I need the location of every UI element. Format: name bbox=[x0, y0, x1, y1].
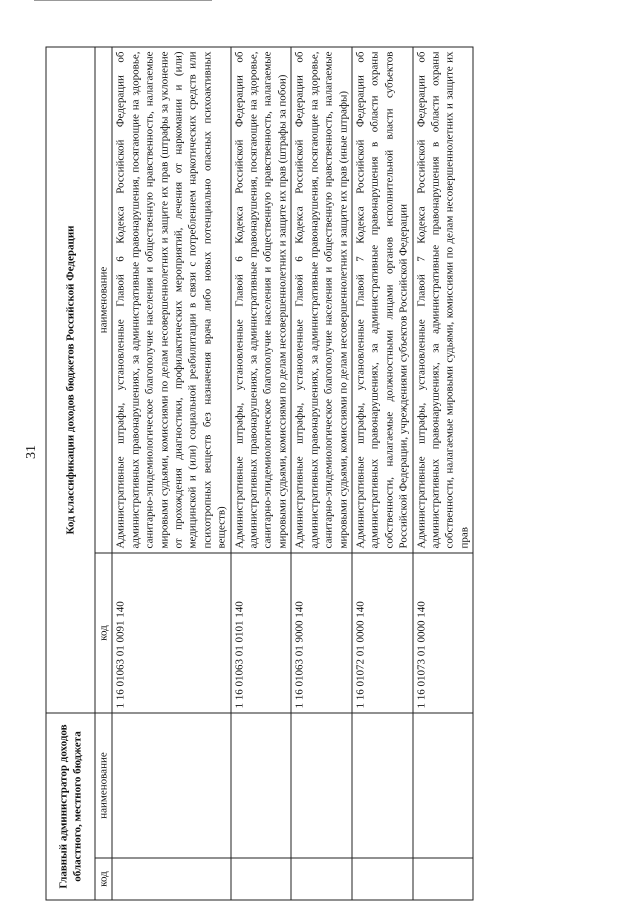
top-rule bbox=[34, 0, 212, 1]
row-admin-name bbox=[231, 713, 292, 858]
rotated-page bbox=[46, 48, 614, 901]
row-name: Административные штрафы, установленные Главой 7 Кодекса Российской Федерации об административных правонарушениях, за административные правонарушения в области охраны собственности, налагаемые мировыми судьями, комиссиями по делам несовершеннолетних и защите их прав bbox=[413, 47, 474, 553]
row-name: Административные штрафы, установленные Главой 6 Кодекса Российской Федерации об административных правонарушениях, за административные правонарушения, посягающие на здоровье, санитарно-эпидемиологическое благополучие населения и общественную нравственность, налагаемые мировыми судьями, комиссиями по делам несовершеннолетних и защите их прав (иные штрафы) bbox=[291, 47, 352, 553]
header-admin-code: код bbox=[95, 858, 112, 900]
row-name: Административные штрафы, установленные Главой 6 Кодекса Российской Федерации об административных правонарушениях, за административные правонарушения, посягающие на здоровье, санитарно-эпидемиологическое благополучие населения и общественную нравственность, налагаемые мировыми судьями, комиссиями по делам несовершеннолетних и защите их прав (штрафы за побои) bbox=[231, 47, 292, 553]
row-code: 1 16 01072 01 0000 140 bbox=[352, 553, 413, 713]
header-classification-code: код bbox=[95, 553, 112, 713]
row-code: 1 16 01073 01 0000 140 bbox=[413, 553, 474, 713]
table-row bbox=[413, 47, 474, 900]
header-row-groups bbox=[46, 47, 95, 900]
row-admin-code bbox=[291, 858, 352, 900]
table-row bbox=[112, 47, 230, 900]
row-admin-name bbox=[413, 713, 474, 858]
row-name: Административные штрафы, установленные Главой 7 Кодекса Российской Федерации об административных правонарушениях, за административные правонарушения в области охраны собственности, налагаемые должностными лицами органов исполнительной власти субъектов Российской Федерации, учреждениями субъектов Российской Федерации bbox=[352, 47, 413, 553]
table-row bbox=[352, 47, 413, 900]
row-name: Административные штрафы, установленные Главой 6 Кодекса Российской Федерации об административных правонарушениях, за административные правонарушения, посягающие на здоровье, санитарно-эпидемиологическое благополучие населения и общественную нравственность, налагаемые мировыми судьями, комиссиями по делам несовершеннолетних и защите их прав (штрафы за уклонение от прохождения диагностики, профилактических мероприятий, лечения от наркомании и (или) медицинской и (или) социальной реабилитации в связи с потреблением наркотических средств или психотропных веществ без назначения врача либо новых потенциально опасных психоактивных веществ) bbox=[112, 47, 230, 553]
revenue-classification-table bbox=[46, 47, 474, 901]
row-admin-code bbox=[413, 858, 474, 900]
row-admin-code bbox=[352, 858, 413, 900]
table-row bbox=[291, 47, 352, 900]
row-code: 1 16 01063 01 9000 140 bbox=[291, 553, 352, 713]
header-classification-name: наименование bbox=[95, 47, 112, 553]
row-admin-name bbox=[112, 713, 230, 858]
row-admin-name bbox=[352, 713, 413, 858]
table-row bbox=[231, 47, 292, 900]
row-admin-name bbox=[291, 713, 352, 858]
row-admin-code bbox=[112, 858, 230, 900]
header-row-columns bbox=[95, 47, 112, 900]
row-code: 1 16 01063 01 0101 140 bbox=[231, 553, 292, 713]
header-admin-name: наименование bbox=[95, 713, 112, 858]
page-number: 31 bbox=[24, 445, 39, 459]
row-code: 1 16 01063 01 0091 140 bbox=[112, 553, 230, 713]
header-admin-group: Главный администратор доходов областного, местного бюджета bbox=[46, 713, 95, 900]
header-classification-group: Код классификации доходов бюджетов Российской Федерации bbox=[46, 47, 95, 713]
row-admin-code bbox=[231, 858, 292, 900]
